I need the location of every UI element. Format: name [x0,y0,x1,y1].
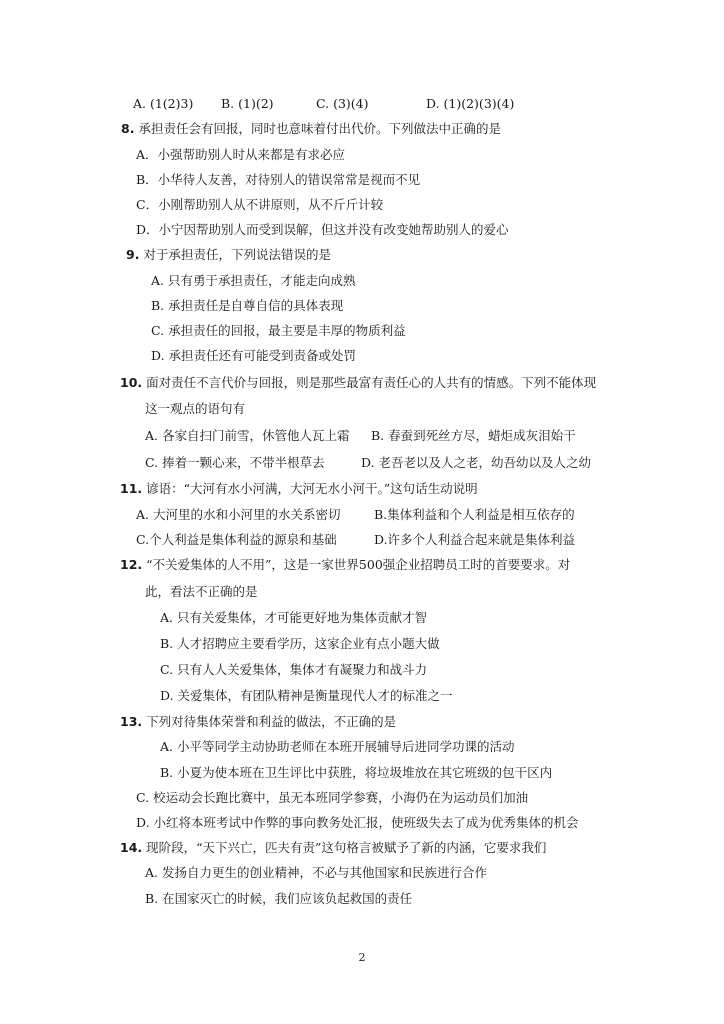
page-number: 2 [358,951,366,964]
q9-option-c: C. 承担责任的回报，最主要是丰厚的物质利益 [151,323,406,338]
question-text: 对于承担责任，下列说法错误的是 [143,247,331,262]
question-text: “不关爱集体的人不用”，这是一家世界500强企业招聘员工时的首要要求。对 [146,557,571,572]
q14-option-a: A. 发扬自力更生的创业精神，不必与其他国家和民族进行合作 [145,865,487,880]
q9-option-a: A. 只有勇于承担责任，才能走向成熟 [151,273,356,288]
question-13 [120,714,396,730]
question-12 [120,557,570,573]
question-text: 面对责任不言代价与回报，则是那些最富有责任心的人共有的情感。下列不能体现 [146,375,597,390]
question-11 [120,481,478,497]
q9-option-b: B. 承担责任是自尊自信的具体表现 [151,298,344,313]
q7-option-d: D. (1)(2)(3)(4) [426,96,515,111]
q11-option-d: D.许多个人利益合起来就是集体利益 [374,532,576,547]
question-14 [120,840,546,856]
q13-option-c: C. 校运动会长跑比赛中，虽无本班同学参赛，小海仍在为运动员们加油 [136,790,529,805]
q14-option-b: B. 在国家灭亡的时候，我们应该负起救国的责任 [145,891,413,906]
q9-option-d: D. 承担责任还有可能受到责备或处罚 [151,348,357,363]
question-number: 11. [120,481,143,496]
q8-option-d: D．小宁因帮助别人而受到误解，但这并没有改变她帮助别人的爱心 [136,222,509,237]
q12-option-c: C. 只有人人关爱集体，集体才有凝聚力和战斗力 [160,662,428,677]
question-9 [126,247,331,263]
q8-option-c: C．小刚帮助别人从不讲原则，从不斤斤计较 [136,197,384,212]
q10-option-b: B. 春蚕到死丝方尽，蜡炬成灰泪始干 [371,428,576,443]
question-text: 下列对待集体荣誉和利益的做法，不正确的是 [146,714,397,729]
question-8 [121,121,501,137]
q7-option-b: B. (1)(2) [221,96,274,111]
q10-option-c: C. 捧着一颗心来，不带半根草去 [145,455,325,470]
q11-option-b: B.集体利益和个人利益是相互依存的 [374,507,575,522]
question-10-continued: 这一观点的语句有 [145,401,246,416]
question-10 [120,375,596,391]
q7-option-a: A. (1(2)3) [133,96,194,111]
question-number: 12. [120,557,143,572]
question-number: 13. [120,714,143,729]
question-number: 9. [126,247,140,262]
question-number: 10. [120,375,143,390]
q8-option-b: B．小华待人友善，对待别人的错误常常是视而不见 [136,172,421,187]
q11-option-a: A. 大河里的水和小河里的水关系密切 [136,507,341,522]
q13-option-a: A. 小平等同学主动协助老师在本班开展辅导后进同学功课的活动 [160,739,515,754]
q12-option-d: D. 关爱集体，有团队精神是衡量现代人才的标准之一 [160,688,453,703]
q8-option-a: A．小强帮助别人时从来都是有求必应 [136,147,346,162]
question-number: 14. [120,840,143,855]
q12-option-a: A. 只有关爱集体，才可能更好地为集体贡献才智 [160,610,427,625]
q10-option-d: D. 老吾老以及人之老，幼吾幼以及人之幼 [361,455,592,470]
q10-option-a: A. 各家自扫门前雪，休管他人瓦上霜 [145,428,350,443]
question-text: 承担责任会有回报，同时也意味着付出代价。下列做法中正确的是 [138,121,501,136]
q11-option-c: C.个人利益是集体利益的源泉和基础 [136,532,337,547]
question-text: 谚语：“大河有水小河满，大河无水小河干。”这句话生动说明 [146,481,478,496]
q13-option-b: B. 小夏为使本班在卫生评比中获胜，将垃圾堆放在其它班级的包干区内 [160,765,553,780]
question-number: 8. [121,121,135,136]
question-text: 现阶段，“天下兴亡，匹夫有责”这句格言被赋予了新的内涵，它要求我们 [146,840,547,855]
q13-option-d: D. 小红将本班考试中作弊的事向教务处汇报，使班级失去了成为优秀集体的机会 [136,815,579,830]
q12-option-b: B. 人才招聘应主要看学历，这家企业有点小题大做 [160,636,440,651]
question-12-continued: 此，看法不正确的是 [145,584,258,599]
q7-option-c: C. (3)(4) [316,96,369,111]
